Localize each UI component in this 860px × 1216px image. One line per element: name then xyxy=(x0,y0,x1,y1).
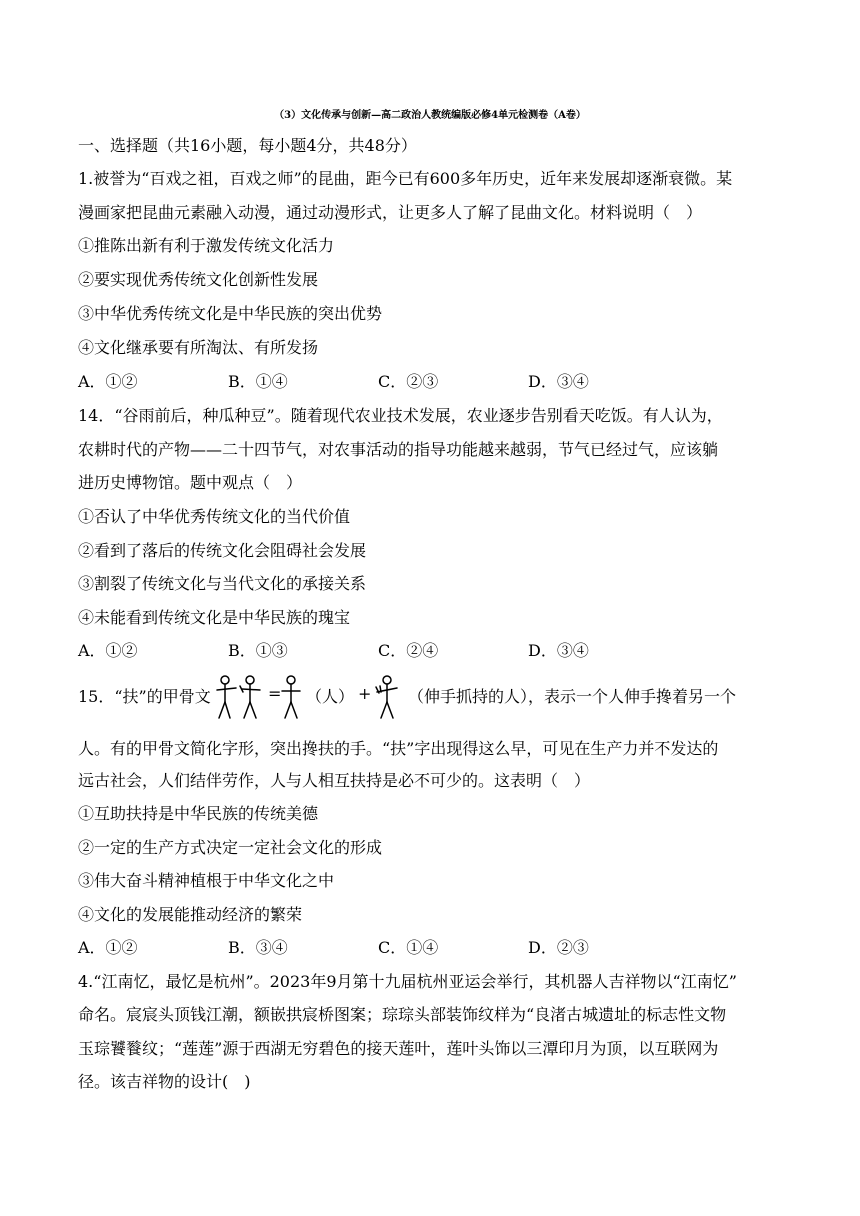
oracle-bone-person-icon xyxy=(278,674,304,722)
q1-stem-line: 漫画家把昆曲元素融入动漫，通过动漫形式，让更多人了解了昆曲文化。材料说明（ ） xyxy=(78,203,703,222)
q1-stem-line: 1.被誉为“百戏之祖，百戏之师”的昆曲，距今已有600多年历史，近年来发展却逐渐衰微。某 xyxy=(78,169,733,188)
option-b[interactable]: B．③④ xyxy=(228,938,288,957)
q4-stem-line: 玉琮饕餮纹；“莲莲”源于西湖无穷碧色的接天莲叶，莲叶头饰以三潭印月为顶，以互联网为 xyxy=(78,1039,719,1058)
exam-title: （3）文化传承与创新—高二政治人教统编版必修4单元检测卷（A卷） xyxy=(274,110,586,121)
q4-stem-line: 4.“江南忆，最忆是杭州”。2023年9月第十九届杭州亚运会举行，其机器人吉祥物以“江南忆” xyxy=(78,972,737,991)
option-d[interactable]: D．②③ xyxy=(528,938,589,957)
q14-item-4: ④未能看到传统文化是中华民族的瑰宝 xyxy=(78,608,351,627)
q14-item-3: ③割裂了传统文化与当代文化的承接关系 xyxy=(78,574,367,593)
q15-item-1: ①互助扶持是中华民族的传统美德 xyxy=(78,804,319,823)
option-a[interactable]: A．①② xyxy=(78,372,138,391)
q15-lead: 15．“扶”的甲骨文 xyxy=(78,687,211,706)
option-c[interactable]: C．①④ xyxy=(378,938,439,957)
option-a[interactable]: A．①② xyxy=(78,641,138,660)
option-c[interactable]: C．②④ xyxy=(378,641,439,660)
q14-item-2: ②看到了落后的传统文化会阻碍社会发展 xyxy=(78,541,367,560)
q15-stem-line: 远古社会，人们结伴劳作，人与人相互扶持是必不可少的。这表明（ ） xyxy=(78,771,591,790)
oracle-bone-hand-person-icon xyxy=(372,674,402,722)
option-d[interactable]: D．③④ xyxy=(528,372,589,391)
q4-stem-line: 径。该吉祥物的设计( ) xyxy=(78,1072,251,1091)
equals-sign: = xyxy=(268,684,282,703)
option-c[interactable]: C．②③ xyxy=(378,372,439,391)
q14-stem-line: 农耕时代的产物——二十四节气，对农事活动的指导功能越来越弱，节气已经过气，应该躺 xyxy=(78,440,719,459)
q15-stem-line: 人。有的甲骨文简化字形，突出搀扶的手。“扶”字出现得这么早，可见在生产力并不发达的 xyxy=(78,739,719,758)
option-b[interactable]: B．①③ xyxy=(228,641,288,660)
q1-item-1: ①推陈出新有利于激发传统文化活力 xyxy=(78,236,335,255)
section-header: 一、选择题（共16小题，每小题4分，共48分） xyxy=(78,136,417,155)
q1-item-2: ②要实现优秀传统文化创新性发展 xyxy=(78,270,319,289)
plus-sign: + xyxy=(358,684,372,703)
q14-stem-line: 进历史博物馆。题中观点（ ） xyxy=(78,473,303,492)
q1-item-4: ④文化继承要有所淘汰、有所发扬 xyxy=(78,338,319,357)
person-label: （人） xyxy=(306,687,355,706)
hand-label: （伸手抓持的人），表示一个人伸手搀着另一个 xyxy=(408,687,737,706)
q1-item-3: ③中华优秀传统文化是中华民族的突出优势 xyxy=(78,304,383,323)
option-a[interactable]: A．①② xyxy=(78,938,138,957)
q15-item-2: ②一定的生产方式决定一定社会文化的形成 xyxy=(78,838,383,857)
q14-item-1: ①否认了中华优秀传统文化的当代价值 xyxy=(78,507,351,526)
option-d[interactable]: D．③④ xyxy=(528,641,589,660)
oracle-bone-fu-icon xyxy=(214,674,266,722)
q14-stem-line: 14．“谷雨前后，种瓜种豆”。随着现代农业技术发展，农业逐步告别看天吃饭。有人认为， xyxy=(78,406,723,425)
option-b[interactable]: B．①④ xyxy=(228,372,288,391)
q15-item-3: ③伟大奋斗精神植根于中华文化之中 xyxy=(78,871,335,890)
q4-stem-line: 命名。宸宸头顶钱江潮，额嵌拱宸桥图案；琮琮头部装饰纹样为“良渚古城遗址的标志性文物 xyxy=(78,1005,727,1024)
q15-item-4: ④文化的发展能推动经济的繁荣 xyxy=(78,905,303,924)
